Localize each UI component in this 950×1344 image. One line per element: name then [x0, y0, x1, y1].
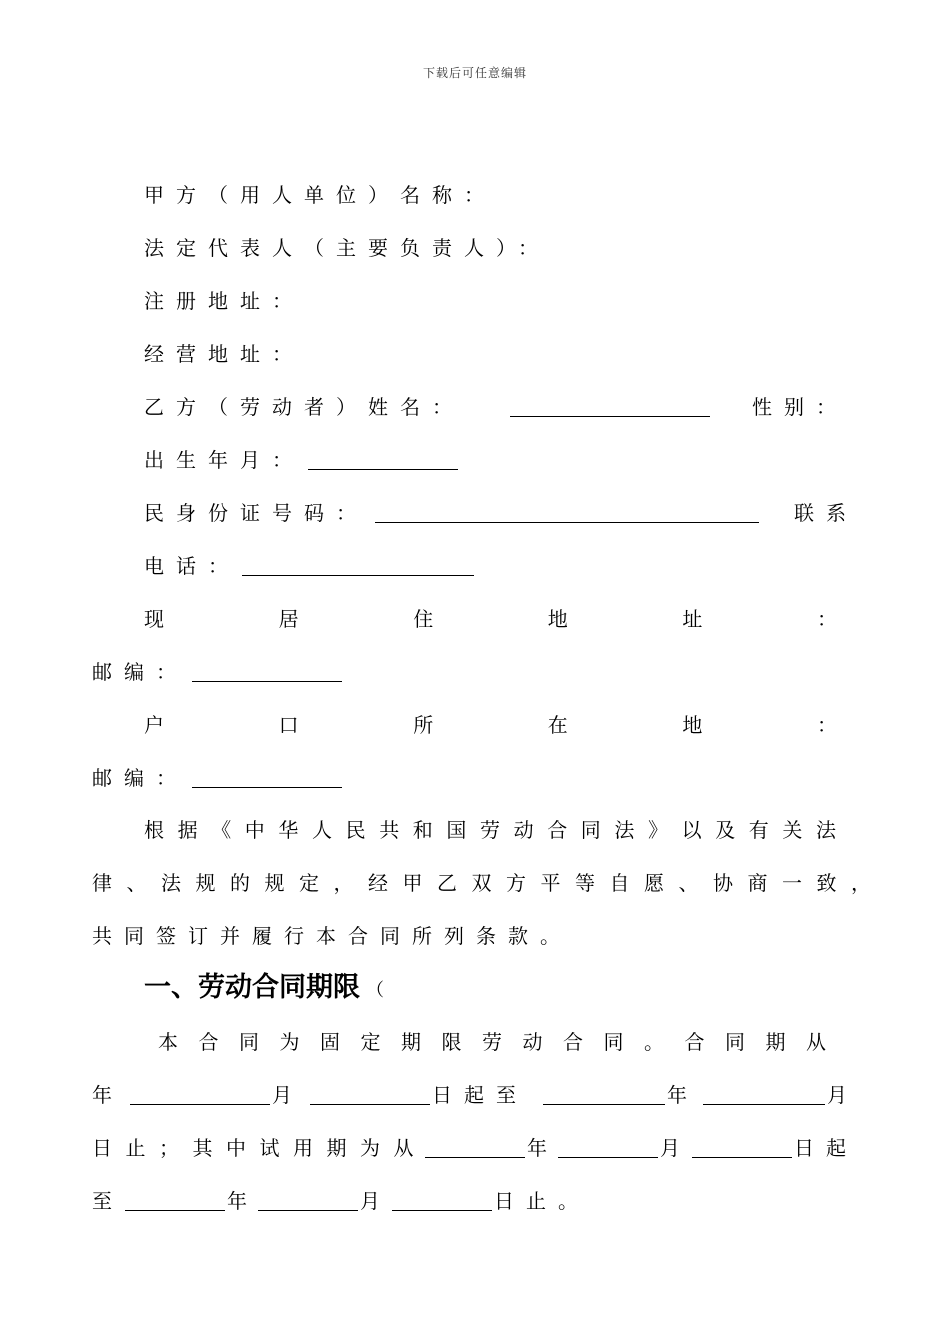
- party-b-id-blank: [375, 522, 759, 523]
- s1-l4-to: 至: [92, 1189, 112, 1213]
- s1-l3-year: 年: [527, 1136, 547, 1160]
- postcode-label-2: 邮编：: [92, 766, 188, 790]
- s1-l2-year-2: 年: [667, 1083, 687, 1107]
- hukou-char: 口: [278, 713, 299, 737]
- s1-l3-text: 日止；其中试用期为从: [92, 1136, 427, 1160]
- postcode-blank: [192, 681, 342, 682]
- s1-l4-blank-3: [392, 1210, 492, 1211]
- current-address-char: 址: [682, 607, 703, 631]
- s1-l2-year: 年: [92, 1083, 112, 1107]
- current-address-char: 住: [413, 607, 434, 631]
- current-address-char: 现: [144, 607, 164, 631]
- current-address-char: 居: [278, 607, 299, 631]
- s1-l2-day-start: 日起至: [432, 1083, 528, 1107]
- party-b-gender-label: 性别：: [752, 395, 848, 419]
- s1-l3-blank-3: [692, 1157, 792, 1158]
- s1-l2-blank-3: [543, 1104, 665, 1105]
- current-address-label: [144, 604, 837, 634]
- s1-l2-blank-2: [310, 1104, 430, 1105]
- party-b-birth-label: 出生年月：: [144, 448, 304, 472]
- section-1-line-1: 本合同为固定期限劳动合同。合同期从: [158, 1030, 847, 1054]
- party-b-phone-label: 电话：: [144, 554, 240, 578]
- section-1-heading: [144, 970, 384, 1009]
- party-b-name-label: 乙方（劳动者）姓名：: [144, 395, 464, 419]
- party-a-rep-label: 法定代表人（主要负责人）：: [144, 236, 550, 260]
- section-1-heading-text: 一、劳动合同期限: [144, 972, 360, 1003]
- preamble-line-3: 共同签订并履行本合同所列条款。: [92, 924, 572, 948]
- hukou-address-label: [144, 710, 837, 740]
- hukou-char: 户: [144, 713, 164, 737]
- preamble-line-2: 律、法规的规定，经甲乙双方平等自愿、协商一致，: [92, 871, 886, 895]
- s1-l2-blank-1: [130, 1104, 270, 1105]
- s1-l4-year: 年: [227, 1189, 247, 1213]
- s1-l3-blank-1: [425, 1157, 525, 1158]
- postcode-label: 邮编：: [92, 660, 188, 684]
- s1-l2-month: 月: [272, 1083, 292, 1107]
- s1-l4-blank-2: [258, 1210, 358, 1211]
- s1-l4-month: 月: [360, 1189, 380, 1213]
- postcode-blank-2: [192, 787, 342, 788]
- s1-l3-day-start: 日起: [794, 1136, 858, 1160]
- party-b-contact-label: 联系: [794, 501, 858, 525]
- party-b-id-label: 民身份证号码：: [144, 501, 368, 525]
- hukou-char: 所: [413, 713, 434, 737]
- s1-l2-month-2: 月: [827, 1083, 847, 1107]
- party-b-phone-blank: [242, 575, 474, 576]
- hukou-char: 在: [547, 713, 568, 737]
- party-a-reg-addr-label: 注册地址：: [144, 289, 304, 313]
- s1-l4-blank-1: [125, 1210, 225, 1211]
- preamble-line-1: 根据《中华人民共和国劳动合同法》以及有关法: [144, 818, 850, 842]
- hukou-char: ：: [816, 713, 837, 737]
- s1-l2-blank-4: [703, 1104, 825, 1105]
- party-a-biz-addr-label: 经营地址：: [144, 342, 304, 366]
- party-a-name-label: 甲方（用人单位）名称：: [144, 183, 496, 207]
- party-b-birth-blank: [308, 469, 458, 470]
- current-address-char: 地: [547, 607, 568, 631]
- hukou-char: 地: [682, 713, 703, 737]
- page-header: 下载后可任意编辑: [422, 66, 527, 80]
- s1-l3-blank-2: [558, 1157, 658, 1158]
- party-b-name-blank: [510, 416, 710, 417]
- current-address-char: ：: [816, 607, 837, 631]
- s1-l4-day-end: 日止。: [494, 1189, 590, 1213]
- section-1-heading-paren: （: [366, 980, 384, 1001]
- s1-l3-month: 月: [660, 1136, 680, 1160]
